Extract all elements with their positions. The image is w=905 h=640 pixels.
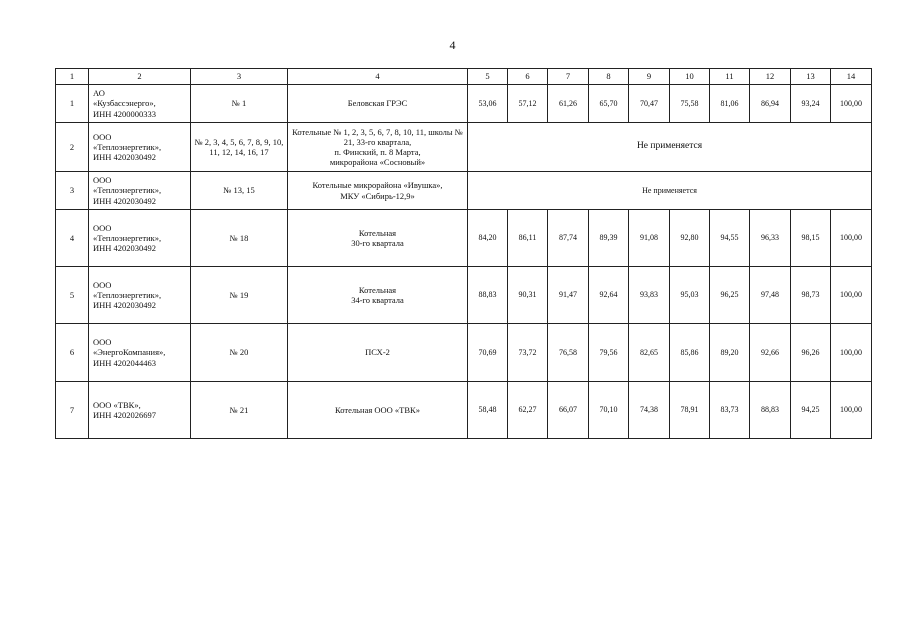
value-cell: 61,26 — [548, 85, 589, 123]
value-cell: 76,58 — [548, 324, 589, 382]
value-cell: 79,56 — [589, 324, 629, 382]
organization-cell — [89, 382, 191, 439]
org-line: ИНН 4202044463 — [93, 357, 157, 368]
value-cell: 86,94 — [750, 85, 791, 123]
organization-cell — [89, 210, 191, 267]
column-header: 10 — [670, 69, 710, 85]
source-numbers-cell: № 19 — [191, 267, 288, 324]
value-cell: 87,74 — [548, 210, 589, 267]
column-header: 11 — [710, 69, 750, 85]
source-numbers-cell: № 21 — [191, 382, 288, 439]
org-line: АО — [93, 88, 105, 99]
value-cell: 92,64 — [589, 267, 629, 324]
org-line: ООО — [93, 337, 112, 348]
page-number: 4 — [449, 38, 456, 52]
value-cell: 94,55 — [710, 210, 750, 267]
org-line: ИНН 4202030492 — [93, 152, 157, 163]
org-line: «Теплоэнергетик», — [93, 185, 162, 196]
value-cell: 62,27 — [508, 382, 548, 439]
value-cell: 100,00 — [831, 324, 872, 382]
value-cell: 100,00 — [831, 267, 872, 324]
value-cell: 81,06 — [710, 85, 750, 123]
name-line: Котельные микрорайона «Ивушка», — [312, 180, 443, 191]
table-row — [56, 172, 872, 210]
name-line: микрорайона «Сосновый» — [329, 157, 426, 168]
row-number: 4 — [56, 210, 89, 267]
value-cell: 70,47 — [629, 85, 670, 123]
row-number: 3 — [56, 172, 89, 210]
value-cell: 57,12 — [508, 85, 548, 123]
value-cell: 83,73 — [710, 382, 750, 439]
value-cell: 92,66 — [750, 324, 791, 382]
value-cell: 100,00 — [831, 382, 872, 439]
column-header: 6 — [508, 69, 548, 85]
name-line: Котельная — [358, 284, 397, 295]
value-cell: 75,58 — [670, 85, 710, 123]
value-cell: 85,86 — [670, 324, 710, 382]
org-line: ИНН 4202030492 — [93, 195, 157, 206]
value-cell: 66,07 — [548, 382, 589, 439]
organization-cell — [89, 123, 191, 172]
source-name-cell — [288, 382, 468, 439]
name-line: Котельная — [358, 227, 397, 238]
value-cell: 95,03 — [670, 267, 710, 324]
value-cell: 96,26 — [791, 324, 831, 382]
source-numbers-cell: № 13, 15 — [191, 172, 288, 210]
organization-cell — [89, 85, 191, 123]
name-line: п. Финский, п. 8 Марта, — [334, 147, 421, 157]
value-cell: 73,72 — [508, 324, 548, 382]
organization-cell — [89, 267, 191, 324]
value-cell: 98,15 — [791, 210, 831, 267]
value-cell: 89,20 — [710, 324, 750, 382]
source-name-cell — [288, 85, 468, 123]
row-number: 5 — [56, 267, 89, 324]
source-name-cell — [288, 172, 468, 210]
value-cell: 88,83 — [750, 382, 791, 439]
value-cell: 96,33 — [750, 210, 791, 267]
column-header: 13 — [791, 69, 831, 85]
value-cell: 58,48 — [468, 382, 508, 439]
source-name-cell — [288, 267, 468, 324]
org-line: ООО — [93, 222, 112, 233]
org-line: ООО — [93, 175, 112, 186]
name-line: Беловская ГРЭС — [347, 98, 408, 109]
column-header: 4 — [288, 69, 468, 85]
value-cell: 93,24 — [791, 85, 831, 123]
name-line: ПСХ-2 — [365, 347, 390, 358]
org-line: ИНН 4202026697 — [93, 410, 157, 420]
column-header: 14 — [831, 69, 872, 85]
org-line: «Кузбассэнерго», — [93, 98, 156, 109]
value-cell: 53,06 — [468, 85, 508, 123]
row-number: 2 — [56, 123, 89, 172]
value-cell: 93,83 — [629, 267, 670, 324]
value-cell: 78,91 — [670, 382, 710, 439]
value-cell: 100,00 — [831, 210, 872, 267]
row-number: 6 — [56, 324, 89, 382]
value-cell: 65,70 — [589, 85, 629, 123]
value-cell: 92,80 — [670, 210, 710, 267]
source-numbers-cell: № 1 — [191, 85, 288, 123]
value-cell: 100,00 — [831, 85, 872, 123]
not-applicable-cell: Не применяется — [468, 123, 872, 172]
name-line: Котельные № 1, 2, 3, 5, 6, 7, 8, 10, 11, школы № 21, 33-го квартала, — [292, 126, 463, 147]
value-cell: 91,47 — [548, 267, 589, 324]
org-line: ИНН 4202030492 — [93, 300, 157, 311]
value-cell: 91,08 — [629, 210, 670, 267]
org-line: ООО — [93, 279, 112, 290]
value-cell: 94,25 — [791, 382, 831, 439]
value-cell: 90,31 — [508, 267, 548, 324]
org-line: ИНН 4200000333 — [93, 108, 157, 119]
source-name-cell — [288, 123, 468, 172]
org-line: «Теплоэнергетик», — [93, 289, 162, 300]
source-numbers-cell: № 2, 3, 4, 5, 6, 7, 8, 9, 10, 11, 12, 14, 16, 17 — [191, 123, 288, 172]
value-cell: 70,69 — [468, 324, 508, 382]
column-header: 2 — [89, 69, 191, 85]
table-row — [56, 382, 872, 439]
value-cell: 89,39 — [589, 210, 629, 267]
row-number: 7 — [56, 382, 89, 439]
column-header: 3 — [191, 69, 288, 85]
source-numbers-cell: № 20 — [191, 324, 288, 382]
table-row — [56, 267, 872, 324]
organization-cell — [89, 172, 191, 210]
column-header: 12 — [750, 69, 791, 85]
org-line: «ЭнергоКомпания», — [93, 347, 166, 358]
name-line: Котельная ООО «ТВК» — [335, 404, 420, 415]
source-name-cell — [288, 324, 468, 382]
value-cell: 70,10 — [589, 382, 629, 439]
org-line: ИНН 4202030492 — [93, 243, 157, 254]
value-cell: 88,83 — [468, 267, 508, 324]
value-cell: 98,73 — [791, 267, 831, 324]
not-applicable-cell: Не применяется — [468, 172, 872, 210]
value-cell: 97,48 — [750, 267, 791, 324]
column-header: 7 — [548, 69, 589, 85]
column-header: 8 — [589, 69, 629, 85]
column-header: 1 — [56, 69, 89, 85]
org-line: ООО — [93, 131, 112, 142]
row-number: 1 — [56, 85, 89, 123]
source-name-cell — [288, 210, 468, 267]
table-row — [56, 210, 872, 267]
table-row — [56, 85, 872, 123]
value-cell: 74,38 — [629, 382, 670, 439]
table-row — [56, 324, 872, 382]
tariff-table — [55, 68, 872, 439]
name-line: 30-го квартала — [351, 238, 404, 248]
org-line: «Теплоэнергетик», — [93, 141, 162, 152]
value-cell: 86,11 — [508, 210, 548, 267]
value-cell: 96,25 — [710, 267, 750, 324]
organization-cell — [89, 324, 191, 382]
name-line: МКУ «Сибирь-12,9» — [340, 190, 415, 201]
table-row — [56, 123, 872, 172]
header-row — [56, 69, 872, 85]
source-numbers-cell: № 18 — [191, 210, 288, 267]
column-header: 5 — [468, 69, 508, 85]
value-cell: 84,20 — [468, 210, 508, 267]
value-cell: 82,65 — [629, 324, 670, 382]
org-line: «Теплоэнергетик», — [93, 232, 162, 243]
org-line: ООО «ТВК», — [93, 399, 141, 410]
column-header: 9 — [629, 69, 670, 85]
name-line: 34-го квартала — [351, 295, 404, 305]
